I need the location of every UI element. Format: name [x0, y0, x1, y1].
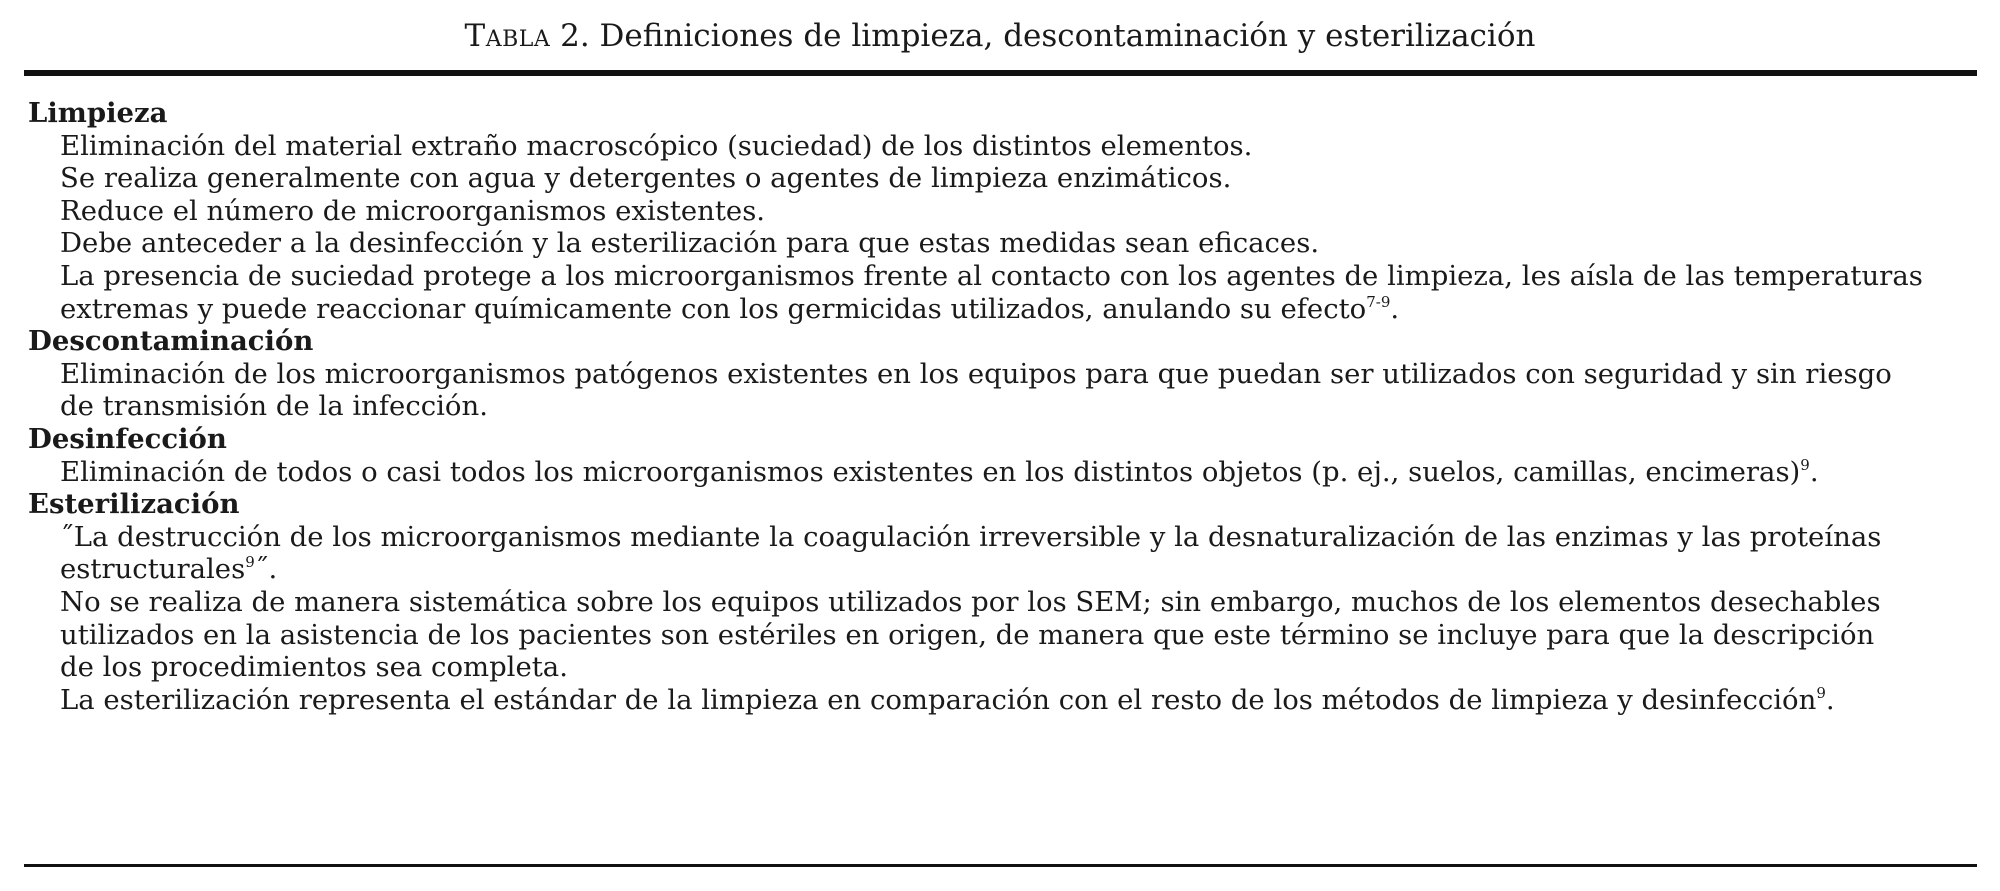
table-bottom-rule: [24, 864, 1977, 867]
entry-line: [60, 683, 1978, 717]
entry-line: [60, 292, 1978, 326]
definition-entry: [28, 227, 1978, 260]
entry-line: No se realiza de manera sistemática sobre los equipos utilizados por los SEM; sin embargo, muchos de los elementos desechables: [60, 585, 1881, 618]
definition-entry: [28, 358, 1978, 423]
table-number: 2.: [560, 18, 590, 54]
entry-line: de transmisión de la infección.: [60, 390, 488, 423]
definition-entry: [28, 130, 1978, 163]
definition-entry: [28, 162, 1978, 195]
table-top-rule: [24, 70, 1977, 76]
entry-line-text: estructurales: [60, 553, 246, 586]
entry-line: Eliminación de los microorganismos patógenos existentes en los equipos para que puedan ser utilizados con seguridad y sin riesgo: [60, 357, 1892, 390]
table-caption: [0, 12, 2000, 60]
entry-line-text: Eliminación de todos o casi todos los microorganismos existentes en los distintos objetos (p. ej., suelos, camillas, encimeras): [60, 455, 1801, 488]
reference-superscript: 7-9: [1366, 292, 1391, 311]
entry-line: Se realiza generalmente con agua y detergentes o agentes de limpieza enzimáticos.: [60, 162, 1232, 195]
definition-entry: [28, 586, 1978, 684]
definition-entry: [28, 195, 1978, 228]
entry-line-end: .: [1825, 683, 1835, 716]
entry-line: Debe anteceder a la desinfección y la esterilización para que estas medidas sean eficaces.: [60, 227, 1320, 260]
section-heading-esterilizacion: Esterilización: [28, 488, 240, 521]
table-title: Definiciones de limpieza, descontaminación y esterilización: [599, 18, 1536, 54]
entry-line: utilizados en la asistencia de los pacientes son estériles en origen, de manera que este término se incluye para que la descripción: [60, 618, 1875, 651]
entry-line-text: extremas y puede reaccionar químicamente con los germicidas utilizados, anulando su efecto: [60, 292, 1367, 325]
entry-line-end: .: [1809, 455, 1819, 488]
entry-line-text: La esterilización representa el estándar de la limpieza en comparación con el resto de los métodos de limpieza y desinfección: [60, 683, 1817, 716]
reference-superscript: 9: [1800, 455, 1810, 474]
reference-superscript: 9: [245, 553, 255, 572]
table-label: Tabla: [464, 18, 551, 54]
entry-line: Reduce el número de microorganismos existentes.: [60, 194, 766, 227]
entry-line: La presencia de suciedad protege a los microorganismos frente al contacto con los agentes de limpieza, les aísla de las temperaturas: [60, 259, 1923, 292]
definition-entry: [28, 521, 1978, 586]
definition-entry: [28, 260, 1978, 325]
entry-line: [60, 553, 1978, 586]
reference-superscript: 9: [1816, 683, 1826, 702]
definition-entry: [28, 684, 1978, 717]
table-body: [28, 97, 1978, 716]
entry-line-end: .: [1390, 292, 1400, 325]
entry-line: ˝La destrucción de los microorganismos mediante la coagulación irreversible y la desnaturalización de las enzimas y las proteínas: [60, 520, 1882, 553]
entry-line: Eliminación del material extraño macroscópico (suciedad) de los distintos elementos.: [60, 129, 1253, 162]
definition-entry: [28, 456, 1978, 489]
entry-line: de los procedimientos sea completa.: [60, 651, 568, 684]
entry-line: [60, 455, 1978, 489]
section-heading-limpieza: Limpieza: [28, 97, 168, 129]
entry-line-end: ˝.: [254, 553, 278, 586]
section-heading-descontaminacion: Descontaminación: [28, 325, 314, 358]
section-heading-desinfeccion: Desinfección: [28, 422, 227, 455]
